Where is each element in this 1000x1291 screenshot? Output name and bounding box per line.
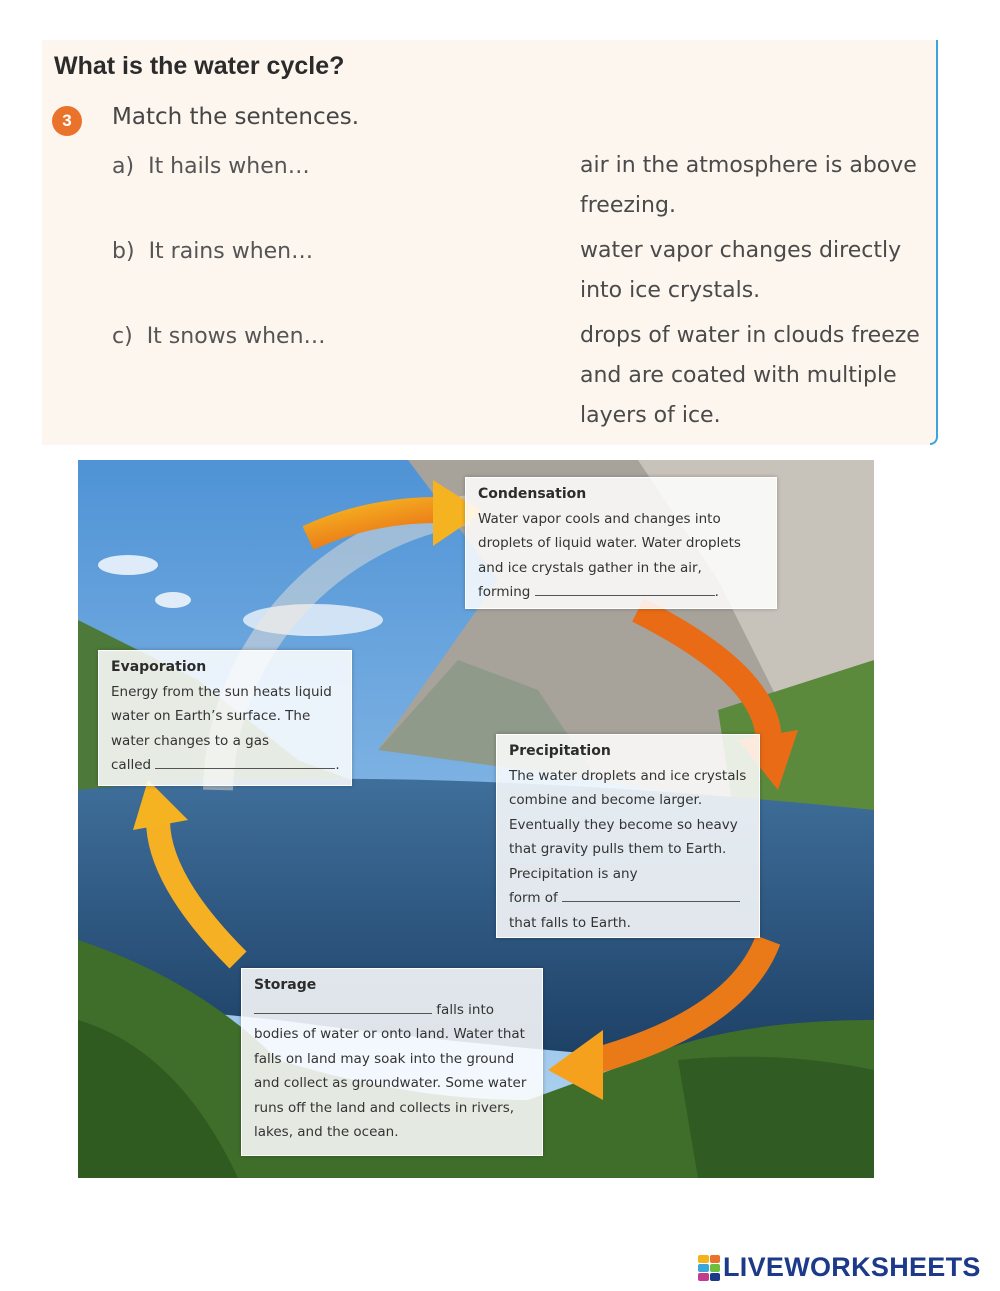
- condensation-lead: forming: [478, 584, 531, 600]
- evaporation-tail: .: [335, 757, 340, 773]
- condensation-body: Water vapor cools and changes into droplets of liquid water. Water droplets and ice crystals gather in the air,: [478, 510, 741, 576]
- precipitation-answer-input[interactable]: [562, 887, 740, 902]
- exercise-instruction: Match the sentences.: [112, 104, 360, 130]
- storage-title: Storage: [254, 977, 317, 993]
- stem-text: It rains when…: [148, 239, 314, 264]
- precipitation-tail: that falls to Earth.: [509, 914, 631, 931]
- evaporation-lead: called: [111, 757, 152, 773]
- storage-answer-input[interactable]: [254, 999, 432, 1014]
- evaporation-box: [98, 650, 352, 786]
- exercise-number-badge: 3: [52, 106, 82, 136]
- precipitation-lead: form of: [509, 890, 558, 906]
- storage-body: bodies of water or onto land. Water that falls on land may soak into the ground and collect as groundwater. Some water runs off the land and collects in rivers, lakes, and the ocean.: [254, 1026, 527, 1140]
- ending-2[interactable]: water vapor changes directly into ice crystals.: [580, 238, 902, 303]
- stem-b[interactable]: [112, 239, 313, 264]
- stem-a[interactable]: [112, 154, 310, 179]
- precipitation-body: The water droplets and ice crystals combine and become larger. Eventually they become so heavy that gravity pulls them to Earth. Precipitation is any: [509, 767, 747, 882]
- precipitation-title: Precipitation: [509, 743, 611, 759]
- stem-label: b): [112, 239, 135, 264]
- evaporation-body: Energy from the sun heats liquid water on Earth’s surface. The water changes to a gas: [111, 683, 332, 749]
- precipitation-box: [496, 734, 760, 938]
- condensation-box: [465, 477, 777, 609]
- liveworksheets-logo[interactable]: [698, 1252, 981, 1283]
- condensation-tail: .: [714, 584, 719, 600]
- logo-text: LIVEWORKSHEETS: [723, 1252, 981, 1282]
- logo-icon: [698, 1255, 720, 1281]
- stem-c[interactable]: [112, 324, 326, 349]
- water-cycle-diagram: [78, 460, 874, 1178]
- condensation-title: Condensation: [478, 486, 587, 502]
- ending-1[interactable]: air in the atmosphere is above freezing.: [580, 153, 917, 218]
- stem-label: c): [112, 324, 133, 349]
- stem-label: a): [112, 154, 135, 179]
- stem-text: It snows when…: [146, 324, 326, 349]
- evaporation-answer-input[interactable]: [155, 754, 335, 769]
- panel-border: [930, 40, 938, 445]
- stem-text: It hails when…: [148, 154, 310, 179]
- evaporation-title: Evaporation: [111, 659, 207, 675]
- condensation-answer-input[interactable]: [535, 581, 715, 596]
- page-title: What is the water cycle?: [54, 52, 345, 80]
- ending-3[interactable]: drops of water in clouds freeze and are coated with multiple layers of ice.: [580, 323, 920, 428]
- storage-box: [241, 968, 543, 1156]
- storage-lead: falls into: [436, 1001, 495, 1018]
